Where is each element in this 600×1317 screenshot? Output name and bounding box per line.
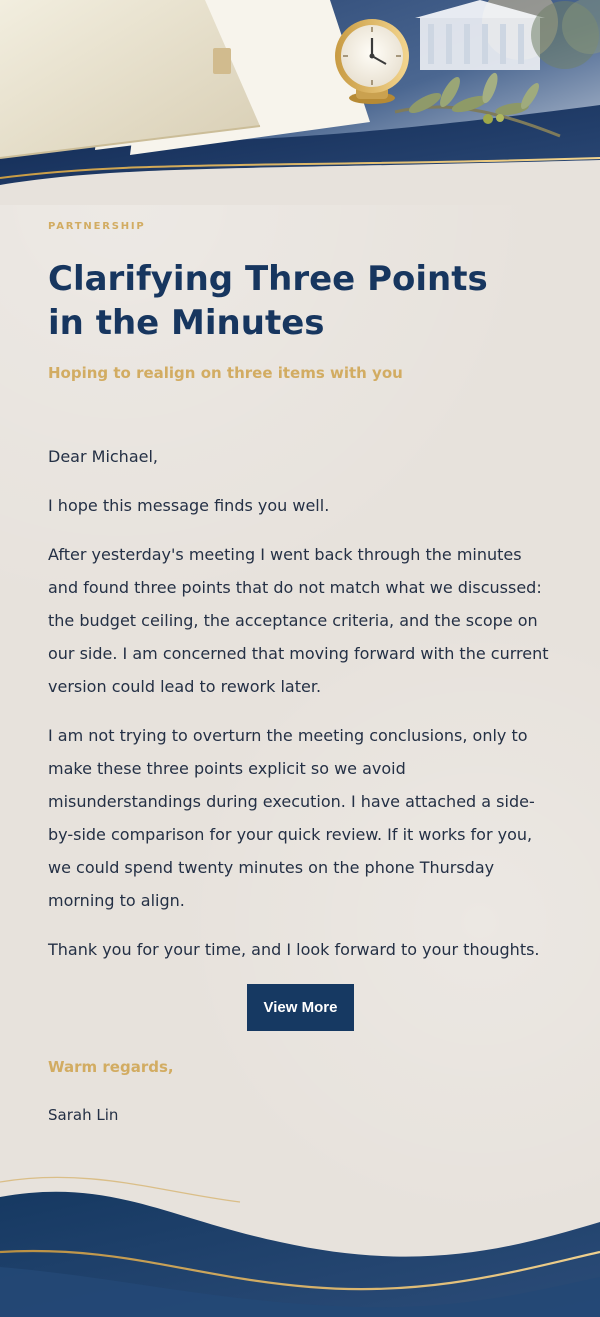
signature-name: Sarah Lin <box>48 1106 119 1124</box>
letter-body <box>48 440 552 982</box>
closing-text: Warm regards, <box>48 1058 174 1076</box>
hero-illustration <box>0 0 600 205</box>
greeting-text: Dear Michael, <box>48 447 158 466</box>
body-paragraph-1: I hope this message finds you well. <box>48 496 330 515</box>
view-more-button[interactable]: View More <box>247 984 354 1031</box>
category-label: PARTNERSHIP <box>48 221 146 232</box>
footer-wave-decoration <box>0 1127 600 1317</box>
body-paragraph-2: After yesterday's meeting I went back through the minutes and found three points that do not match what we discussed: the budget ceiling, the acceptance criteria, and the scope on our side. I am concerned that moving forward with the current version could lead to rework later. <box>48 545 549 696</box>
cta-container <box>247 984 354 1031</box>
page-subtitle: Hoping to realign on three items with you <box>48 364 403 382</box>
body-paragraph-3: I am not trying to overturn the meeting conclusions, only to make these three points explicit so we avoid misunderstandings during execution. I have attached a side-by-side comparison for your quick review. If it works for you, we could spend twenty minutes on the phone Thursday morning to align. <box>48 726 535 910</box>
page-title: Clarifying Three Points in the Minutes <box>48 259 488 343</box>
body-paragraph-4: Thank you for your time, and I look forward to your thoughts. <box>48 940 540 959</box>
